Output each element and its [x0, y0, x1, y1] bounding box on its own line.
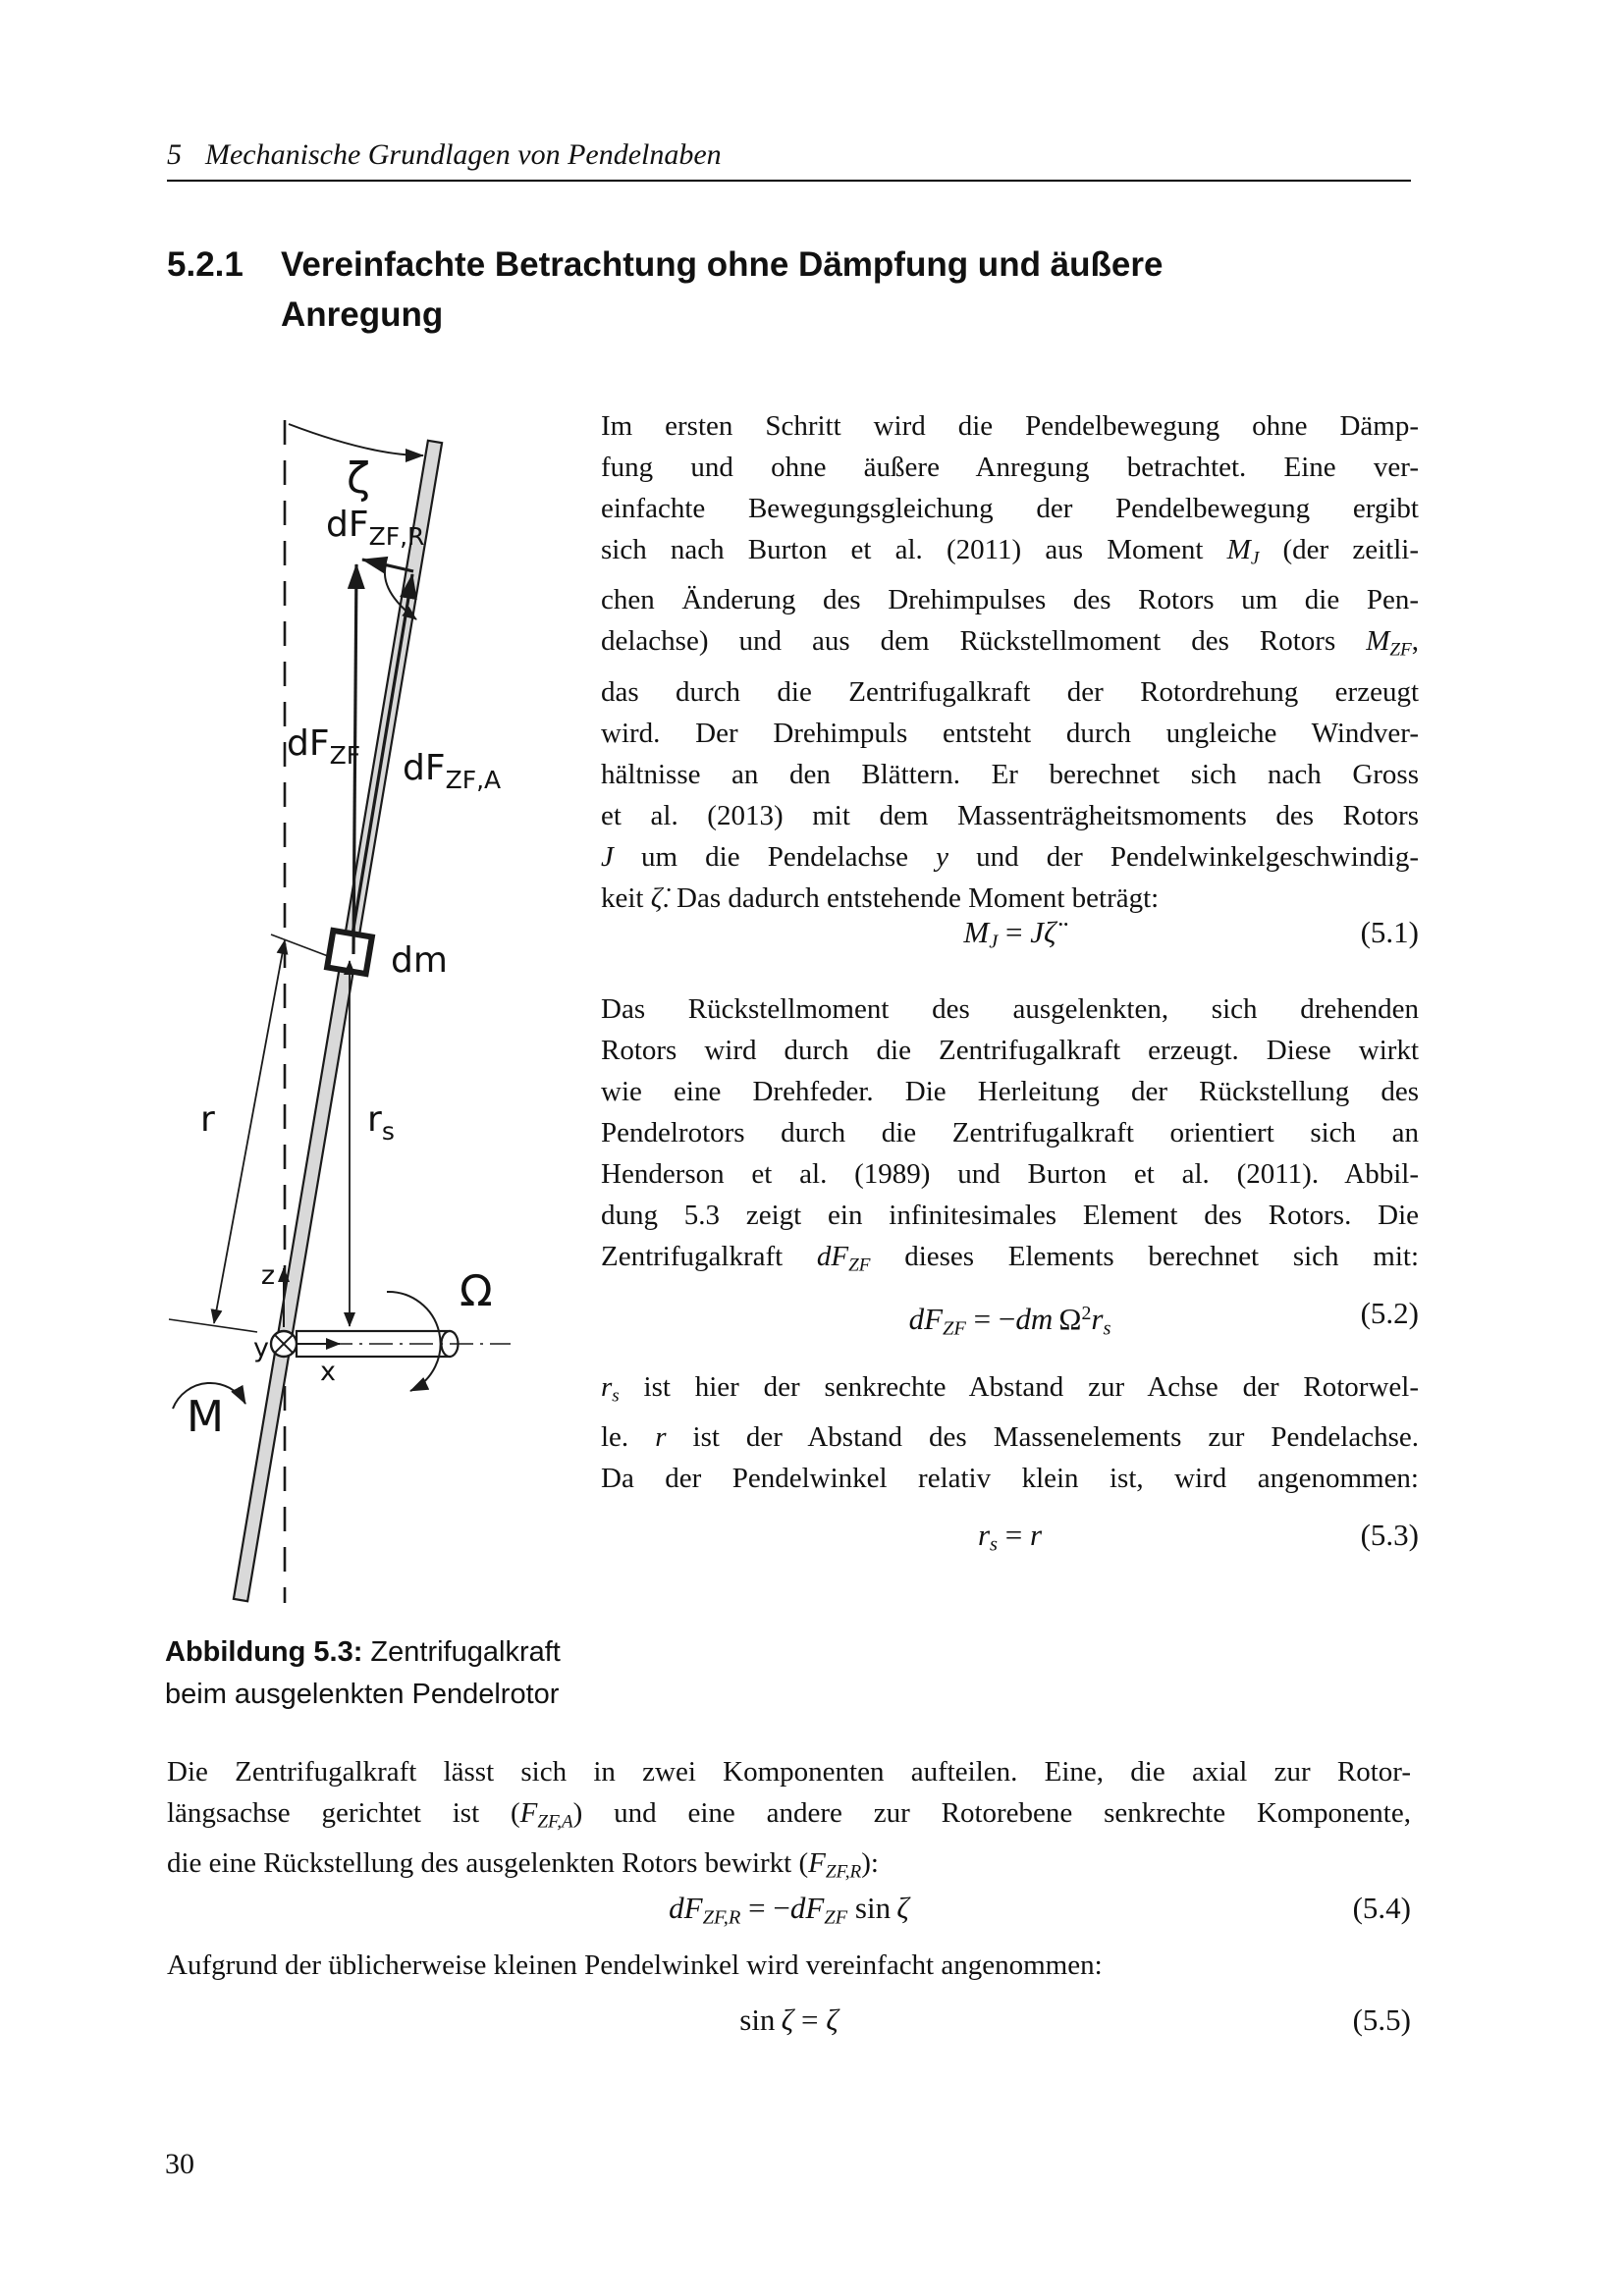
equation-5-1-number: (5.1): [1360, 915, 1419, 949]
equation-5-1-body: MJ = Jζ̈: [963, 915, 1056, 953]
label-omega: Ω: [460, 1266, 493, 1316]
figure-caption-line2: beim ausgelenkten Pendelrotor: [165, 1679, 560, 1710]
section-title-line1: Vereinfachte Betrachtung ohne Dämpfung und äußere: [281, 245, 1164, 284]
label-y-axis: y: [253, 1333, 269, 1363]
label-r: r: [200, 1099, 215, 1140]
paragraph-3: rs ist hier der senkrechte Abstand zur Achse der Rotorwel- le. r ist der Abstand des Massenelements zur Pendelachse. Da der Pendelwinkel relativ klein ist, wird angenommen:: [601, 1371, 1419, 1495]
header-rule: [167, 180, 1411, 182]
page-number: 30: [165, 2148, 194, 2180]
bottom-paragraph-2: Aufgrund der üblicherweise kleinen Pendelwinkel wird vereinfacht angenommen:: [167, 1949, 1103, 1981]
label-x-axis: x: [320, 1357, 336, 1387]
r-tick-bottom: [169, 1319, 257, 1332]
zeta-angle-arc: [289, 424, 423, 455]
r-tick-top: [271, 934, 328, 956]
figure-caption: [165, 1631, 676, 1716]
equation-5-4-number: (5.4): [1352, 1891, 1411, 1925]
section-heading: [167, 240, 1443, 340]
equation-5-4-body: dFZF,R = −dFZF sin ζ: [669, 1891, 909, 1929]
label-moment-M: M: [187, 1392, 224, 1442]
chapter-title: Mechanische Grundlagen von Pendelnaben: [205, 138, 722, 171]
label-dFZF: $dF_{ZF}$: [287, 723, 361, 770]
equation-5-5-body: sin ζ = ζ: [739, 2002, 839, 2037]
equation-5-3: [601, 1514, 1419, 1557]
paragraph-1: Im ersten Schritt wird die Pendelbewegung ohne Dämp- fung und ohne äußere Anregung betrachtet. Eine ver- einfachte Bewegungsgleichung der Pendelbewegung ergibt sich nach Burton et al. (2011) aus Moment MJ (der zeitli- chen Änderung des Drehimpulses des Rotors um die Pen- delachse) und aus dem Rückstellmoment des Rotors MZF, das durch die Zentrifugalkraft der Rotordrehung erzeugt wird. Der Drehimpuls entsteht durch ungleiche Windver- hältnisse an den Blättern. Er berechnet sich nach Gross et al. (2013) mit dem Massenträgheitsmoments des Rotors J um die Pendelachse y und der Pendelwinkelgeschwindig- keit ζ̇. Das dadurch entstehende Moment beträgt:: [601, 410, 1419, 914]
equation-5-4: [167, 1887, 1411, 1930]
equation-5-3-number: (5.3): [1360, 1518, 1419, 1552]
equation-5-5: [167, 1999, 1411, 2042]
label-dFZFA: $dF_{ZF,A}$: [403, 748, 502, 794]
figure-caption-line1: [165, 1631, 676, 1674]
equation-5-2: [601, 1292, 1419, 1340]
label-dm: dm: [391, 940, 448, 981]
equation-5-3-body: rs = r: [977, 1518, 1043, 1556]
figure-caption-text1: Zentrifugalkraft: [362, 1636, 561, 1668]
paragraph-2: Das Rückstellmoment des ausgelenkten, sich drehenden Rotors wird durch die Zentrifugalkraft erzeugt. Diese wirkt wie eine Drehfeder. Die Herleitung der Rückstellung des Pendelrotors durch die Zentrifugalkraft orientiert sich an Henderson et al. (1989) und Burton et al. (2011). Abbil- dung 5.3 zeigt ein infinitesimales Element des Rotors. Die Zentrifugalkraft dFZF dieses Elements berechnet sich mit:: [601, 993, 1420, 1276]
chapter-number: 5: [167, 138, 182, 171]
equation-5-1: [601, 911, 1419, 954]
equation-5-2-number: (5.2): [1360, 1296, 1419, 1330]
label-rs: $r_s$: [367, 1099, 395, 1146]
label-z-axis: z: [260, 1260, 275, 1291]
running-header: [167, 138, 722, 172]
label-dFZFR: $dF_{ZF,R}$: [326, 505, 425, 551]
equation-5-5-number: (5.5): [1352, 2002, 1411, 2037]
bottom-paragraph-1: Die Zentrifugalkraft lässt sich in zwei Komponenten aufteilen. Eine, die axial zur Rotor- längsachse gerichtet ist (FZF,A) und eine andere zur Rotorebene senkrechte Komponente, die eine Rückstellung des ausgelenkten Rotors bewirkt (FZF,R):: [167, 1756, 1411, 1883]
section-number: 5.2.1: [167, 245, 244, 284]
section-title-line2: Anregung: [281, 295, 444, 334]
figure-caption-label: Abbildung 5.3:: [165, 1636, 363, 1668]
label-zeta: ζ: [347, 454, 370, 504]
force-arrow-dFZFR: [362, 560, 413, 571]
figure-5-3-diagram: [108, 383, 530, 1610]
equation-5-2-body: dFZF = −dm $\Omega^2rs$: [908, 1301, 1111, 1340]
